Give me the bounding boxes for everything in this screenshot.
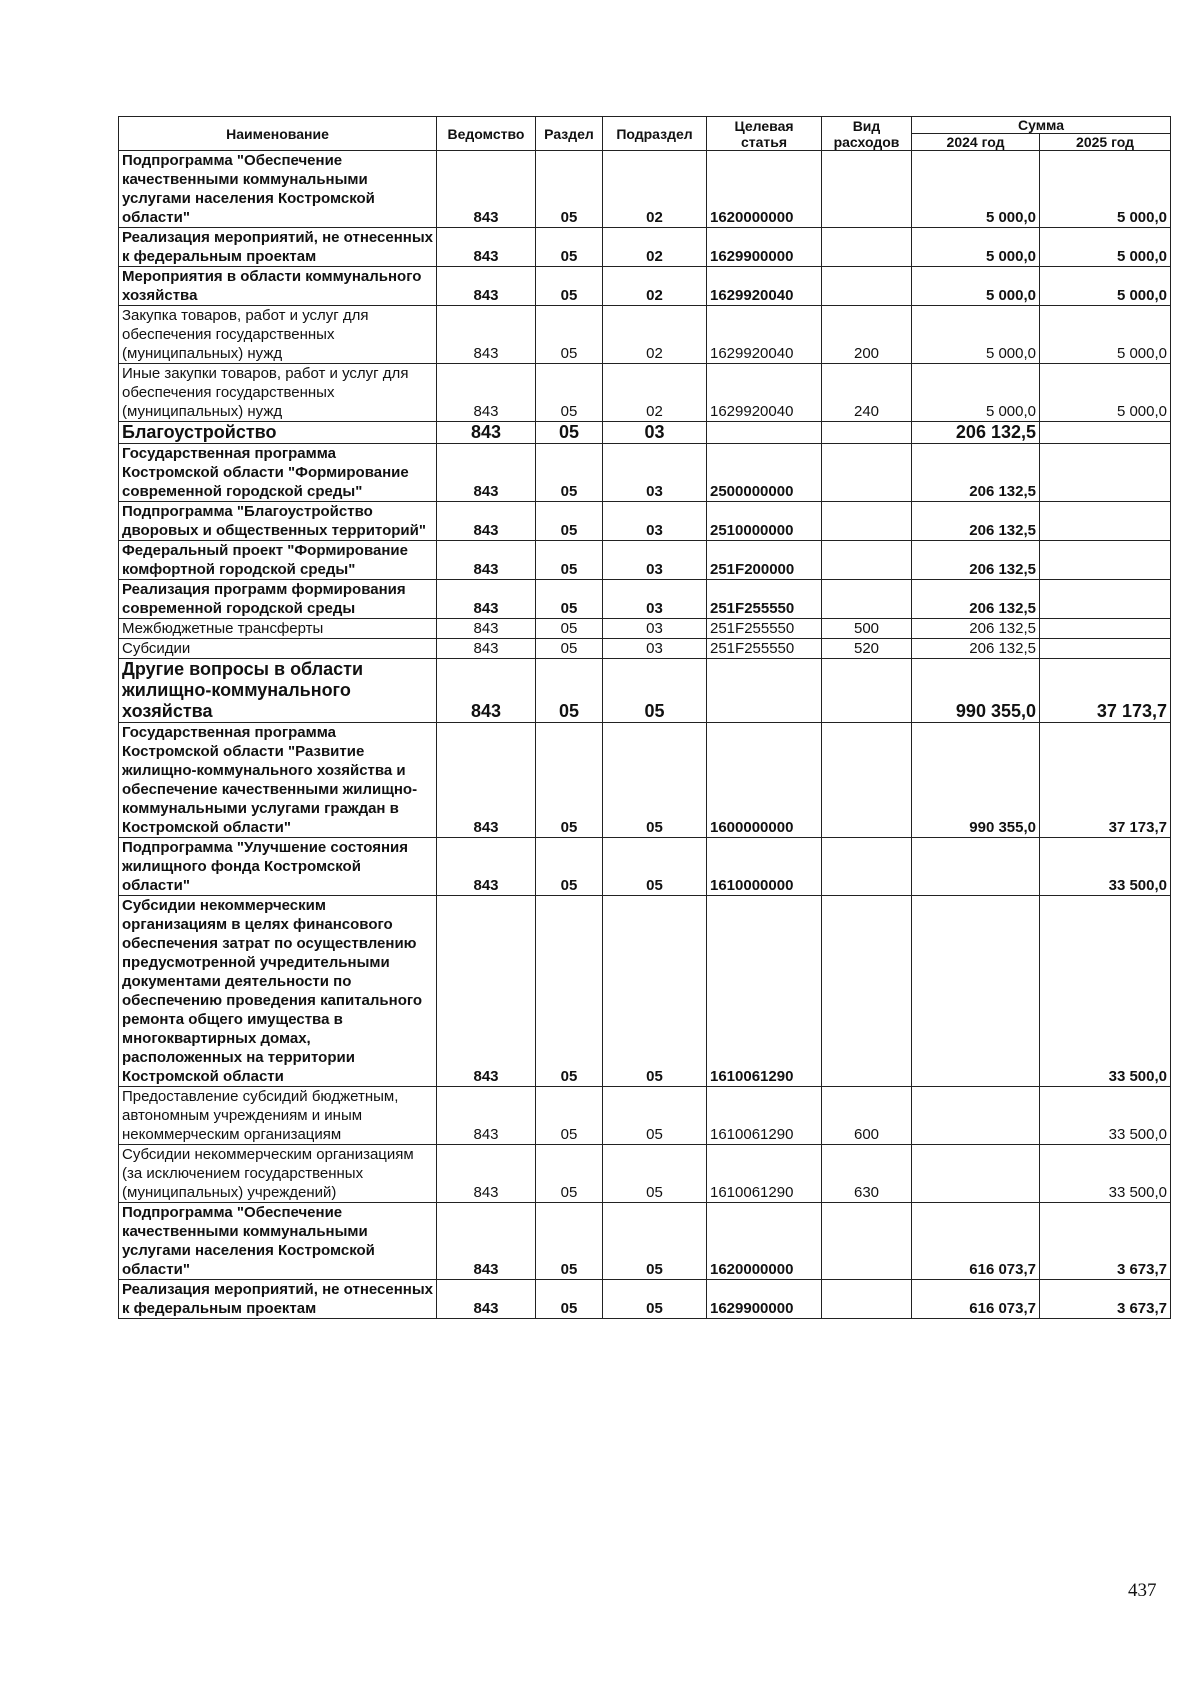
row-tselevaya-statya: 2510000000 xyxy=(707,502,822,541)
row-tselevaya-statya: 1610000000 xyxy=(707,838,822,896)
row-vid-raskhodov: 600 xyxy=(822,1087,912,1145)
table-row xyxy=(119,1087,1171,1145)
row-razdel: 05 xyxy=(536,659,603,723)
row-tselevaya-statya: 1610061290 xyxy=(707,1145,822,1203)
row-name: Благоустройство xyxy=(119,422,437,444)
row-podrazdel: 02 xyxy=(603,267,707,306)
table-row xyxy=(119,541,1171,580)
row-sum-2025: 3 673,7 xyxy=(1040,1280,1171,1319)
row-sum-2025 xyxy=(1040,619,1171,639)
row-name: Государственная программа Костромской области "Формирование современной городской среды" xyxy=(119,444,437,502)
row-razdel: 05 xyxy=(536,1203,603,1280)
row-tselevaya-statya: 1610061290 xyxy=(707,1087,822,1145)
row-sum-2024: 5 000,0 xyxy=(912,364,1040,422)
table-row xyxy=(119,896,1171,1087)
row-sum-2024: 206 132,5 xyxy=(912,444,1040,502)
row-vedomstvo: 843 xyxy=(437,502,536,541)
row-razdel: 05 xyxy=(536,896,603,1087)
row-razdel: 05 xyxy=(536,619,603,639)
row-name: Реализация мероприятий, не отнесенных к федеральным проектам xyxy=(119,228,437,267)
row-vid-raskhodov: 240 xyxy=(822,364,912,422)
row-vedomstvo: 843 xyxy=(437,306,536,364)
row-tselevaya-statya: 1620000000 xyxy=(707,1203,822,1280)
row-podrazdel: 02 xyxy=(603,228,707,267)
table-row xyxy=(119,228,1171,267)
row-razdel: 05 xyxy=(536,838,603,896)
row-name: Подпрограмма "Благоустройство дворовых и общественных территорий" xyxy=(119,502,437,541)
row-tselevaya-statya: 1610061290 xyxy=(707,896,822,1087)
row-sum-2025: 33 500,0 xyxy=(1040,838,1171,896)
row-vid-raskhodov xyxy=(822,580,912,619)
row-name: Реализация мероприятий, не отнесенных к федеральным проектам xyxy=(119,1280,437,1319)
row-podrazdel: 05 xyxy=(603,1203,707,1280)
row-sum-2025 xyxy=(1040,541,1171,580)
header-name: Наименование xyxy=(119,117,437,151)
page-number: 437 xyxy=(1128,1580,1157,1601)
row-vedomstvo: 843 xyxy=(437,659,536,723)
row-vid-raskhodov xyxy=(822,838,912,896)
row-name: Подпрограмма "Обеспечение качественными коммунальными услугами населения Костромской области" xyxy=(119,1203,437,1280)
row-sum-2024 xyxy=(912,896,1040,1087)
row-razdel: 05 xyxy=(536,1087,603,1145)
row-sum-2024: 206 132,5 xyxy=(912,619,1040,639)
row-sum-2025: 5 000,0 xyxy=(1040,151,1171,228)
row-vid-raskhodov: 500 xyxy=(822,619,912,639)
row-name: Реализация программ формирования современной городской среды xyxy=(119,580,437,619)
row-podrazdel: 02 xyxy=(603,306,707,364)
row-sum-2025: 5 000,0 xyxy=(1040,306,1171,364)
row-sum-2024: 206 132,5 xyxy=(912,502,1040,541)
row-name: Субсидии некоммерческим организациям (за исключением государственных (муниципальных) учреждений) xyxy=(119,1145,437,1203)
row-sum-2024: 990 355,0 xyxy=(912,723,1040,838)
row-name: Государственная программа Костромской области "Развитие жилищно-коммунального хозяйства и обеспечение качественными жилищно-коммунальными услугами граждан в Костромской области" xyxy=(119,723,437,838)
row-razdel: 05 xyxy=(536,151,603,228)
row-sum-2024: 206 132,5 xyxy=(912,541,1040,580)
row-vid-raskhodov xyxy=(822,723,912,838)
row-tselevaya-statya: 1600000000 xyxy=(707,723,822,838)
row-razdel: 05 xyxy=(536,639,603,659)
header-year-2025: 2025 год xyxy=(1040,134,1171,151)
row-podrazdel: 03 xyxy=(603,580,707,619)
row-sum-2025: 33 500,0 xyxy=(1040,1145,1171,1203)
row-vid-raskhodov xyxy=(822,541,912,580)
header-summa: Сумма xyxy=(912,117,1171,134)
row-sum-2024: 616 073,7 xyxy=(912,1203,1040,1280)
row-podrazdel: 02 xyxy=(603,364,707,422)
row-sum-2024: 206 132,5 xyxy=(912,639,1040,659)
row-vedomstvo: 843 xyxy=(437,580,536,619)
row-sum-2025: 33 500,0 xyxy=(1040,896,1171,1087)
table-row xyxy=(119,151,1171,228)
row-name: Подпрограмма "Обеспечение качественными коммунальными услугами населения Костромской области" xyxy=(119,151,437,228)
row-razdel: 05 xyxy=(536,1145,603,1203)
row-tselevaya-statya xyxy=(707,659,822,723)
table-row xyxy=(119,422,1171,444)
row-vid-raskhodov xyxy=(822,228,912,267)
row-tselevaya-statya: 1629900000 xyxy=(707,228,822,267)
row-vedomstvo: 843 xyxy=(437,619,536,639)
table-row xyxy=(119,723,1171,838)
row-tselevaya-statya xyxy=(707,422,822,444)
row-sum-2024: 990 355,0 xyxy=(912,659,1040,723)
row-sum-2024: 616 073,7 xyxy=(912,1280,1040,1319)
row-name: Предоставление субсидий бюджетным, автономным учреждениям и иным некоммерческим организациям xyxy=(119,1087,437,1145)
table-row xyxy=(119,659,1171,723)
row-podrazdel: 05 xyxy=(603,896,707,1087)
table-row xyxy=(119,502,1171,541)
row-sum-2024: 5 000,0 xyxy=(912,228,1040,267)
row-name: Субсидии некоммерческим организациям в целях финансового обеспечения затрат по осуществлению предусмотренной учредительными документами деятельности по обеспечению проведения капитального ремонта общего имущества в многоквартирных домах, расположенных на территории Костромской области xyxy=(119,896,437,1087)
row-sum-2025 xyxy=(1040,580,1171,619)
table-row xyxy=(119,1203,1171,1280)
row-name: Подпрограмма "Улучшение состояния жилищного фонда Костромской области" xyxy=(119,838,437,896)
row-podrazdel: 03 xyxy=(603,444,707,502)
row-sum-2025: 3 673,7 xyxy=(1040,1203,1171,1280)
row-podrazdel: 03 xyxy=(603,639,707,659)
row-vedomstvo: 843 xyxy=(437,151,536,228)
row-name: Мероприятия в области коммунального хозяйства xyxy=(119,267,437,306)
row-vid-raskhodov xyxy=(822,896,912,1087)
row-razdel: 05 xyxy=(536,541,603,580)
row-sum-2025: 5 000,0 xyxy=(1040,267,1171,306)
row-sum-2024 xyxy=(912,1145,1040,1203)
row-vedomstvo: 843 xyxy=(437,896,536,1087)
row-sum-2025: 33 500,0 xyxy=(1040,1087,1171,1145)
row-vedomstvo: 843 xyxy=(437,422,536,444)
table-row xyxy=(119,580,1171,619)
row-vid-raskhodov xyxy=(822,151,912,228)
table-row xyxy=(119,444,1171,502)
row-vedomstvo: 843 xyxy=(437,444,536,502)
row-vid-raskhodov xyxy=(822,659,912,723)
row-razdel: 05 xyxy=(536,364,603,422)
row-vid-raskhodov: 520 xyxy=(822,639,912,659)
row-vid-raskhodov xyxy=(822,267,912,306)
row-sum-2024: 5 000,0 xyxy=(912,267,1040,306)
row-sum-2024: 206 132,5 xyxy=(912,422,1040,444)
row-tselevaya-statya: 251F200000 xyxy=(707,541,822,580)
row-vedomstvo: 843 xyxy=(437,639,536,659)
table-row xyxy=(119,619,1171,639)
row-podrazdel: 03 xyxy=(603,502,707,541)
row-name: Закупка товаров, работ и услуг для обеспечения государственных (муниципальных) нужд xyxy=(119,306,437,364)
row-vid-raskhodov xyxy=(822,422,912,444)
row-razdel: 05 xyxy=(536,228,603,267)
row-sum-2025: 5 000,0 xyxy=(1040,228,1171,267)
row-name: Другие вопросы в области жилищно-коммунального хозяйства xyxy=(119,659,437,723)
row-podrazdel: 05 xyxy=(603,838,707,896)
row-podrazdel: 02 xyxy=(603,151,707,228)
row-tselevaya-statya: 251F255550 xyxy=(707,580,822,619)
row-vid-raskhodov xyxy=(822,1203,912,1280)
row-razdel: 05 xyxy=(536,502,603,541)
row-razdel: 05 xyxy=(536,723,603,838)
header-razdel: Раздел xyxy=(536,117,603,151)
row-sum-2025: 5 000,0 xyxy=(1040,364,1171,422)
row-vedomstvo: 843 xyxy=(437,228,536,267)
table-row xyxy=(119,838,1171,896)
row-sum-2025 xyxy=(1040,422,1171,444)
table-body xyxy=(119,151,1171,1319)
row-tselevaya-statya: 1629920040 xyxy=(707,267,822,306)
row-vedomstvo: 843 xyxy=(437,1280,536,1319)
row-sum-2025: 37 173,7 xyxy=(1040,659,1171,723)
row-vid-raskhodov: 630 xyxy=(822,1145,912,1203)
row-razdel: 05 xyxy=(536,444,603,502)
row-tselevaya-statya: 1629920040 xyxy=(707,306,822,364)
row-tselevaya-statya: 1620000000 xyxy=(707,151,822,228)
row-sum-2024 xyxy=(912,1087,1040,1145)
row-vedomstvo: 843 xyxy=(437,1145,536,1203)
row-tselevaya-statya: 1629900000 xyxy=(707,1280,822,1319)
row-sum-2024: 206 132,5 xyxy=(912,580,1040,619)
row-vedomstvo: 843 xyxy=(437,838,536,896)
table-row xyxy=(119,364,1171,422)
row-sum-2024: 5 000,0 xyxy=(912,151,1040,228)
row-podrazdel: 05 xyxy=(603,1145,707,1203)
table-row xyxy=(119,267,1171,306)
row-name: Федеральный проект "Формирование комфортной городской среды" xyxy=(119,541,437,580)
row-razdel: 05 xyxy=(536,267,603,306)
row-vid-raskhodov xyxy=(822,444,912,502)
header-tselevaya-statya: Целевая статья xyxy=(707,117,822,151)
row-tselevaya-statya: 2500000000 xyxy=(707,444,822,502)
row-podrazdel: 05 xyxy=(603,1087,707,1145)
table-row xyxy=(119,1145,1171,1203)
row-sum-2025: 37 173,7 xyxy=(1040,723,1171,838)
row-vedomstvo: 843 xyxy=(437,1203,536,1280)
row-podrazdel: 03 xyxy=(603,541,707,580)
row-tselevaya-statya: 1629920040 xyxy=(707,364,822,422)
row-razdel: 05 xyxy=(536,422,603,444)
table-row xyxy=(119,639,1171,659)
row-vid-raskhodov xyxy=(822,502,912,541)
table-row xyxy=(119,1280,1171,1319)
row-podrazdel: 05 xyxy=(603,723,707,838)
row-vedomstvo: 843 xyxy=(437,1087,536,1145)
budget-table xyxy=(118,116,1171,1319)
row-sum-2025 xyxy=(1040,639,1171,659)
row-razdel: 05 xyxy=(536,580,603,619)
header-year-2024: 2024 год xyxy=(912,134,1040,151)
row-podrazdel: 03 xyxy=(603,422,707,444)
row-razdel: 05 xyxy=(536,1280,603,1319)
row-podrazdel: 05 xyxy=(603,659,707,723)
header-podrazdel: Подраздел xyxy=(603,117,707,151)
row-name: Межбюджетные трансферты xyxy=(119,619,437,639)
row-name: Субсидии xyxy=(119,639,437,659)
row-podrazdel: 03 xyxy=(603,619,707,639)
row-vedomstvo: 843 xyxy=(437,364,536,422)
row-podrazdel: 05 xyxy=(603,1280,707,1319)
row-sum-2024 xyxy=(912,838,1040,896)
header-vedomstvo: Ведомство xyxy=(437,117,536,151)
row-tselevaya-statya: 251F255550 xyxy=(707,639,822,659)
row-sum-2025 xyxy=(1040,444,1171,502)
row-vedomstvo: 843 xyxy=(437,267,536,306)
row-vid-raskhodov xyxy=(822,1280,912,1319)
row-name: Иные закупки товаров, работ и услуг для обеспечения государственных (муниципальных) нужд xyxy=(119,364,437,422)
row-sum-2025 xyxy=(1040,502,1171,541)
header-vid-raskhodov: Вид расходов xyxy=(822,117,912,151)
row-vedomstvo: 843 xyxy=(437,723,536,838)
row-vid-raskhodov: 200 xyxy=(822,306,912,364)
row-vedomstvo: 843 xyxy=(437,541,536,580)
row-sum-2024: 5 000,0 xyxy=(912,306,1040,364)
row-razdel: 05 xyxy=(536,306,603,364)
table-row xyxy=(119,306,1171,364)
row-tselevaya-statya: 251F255550 xyxy=(707,619,822,639)
